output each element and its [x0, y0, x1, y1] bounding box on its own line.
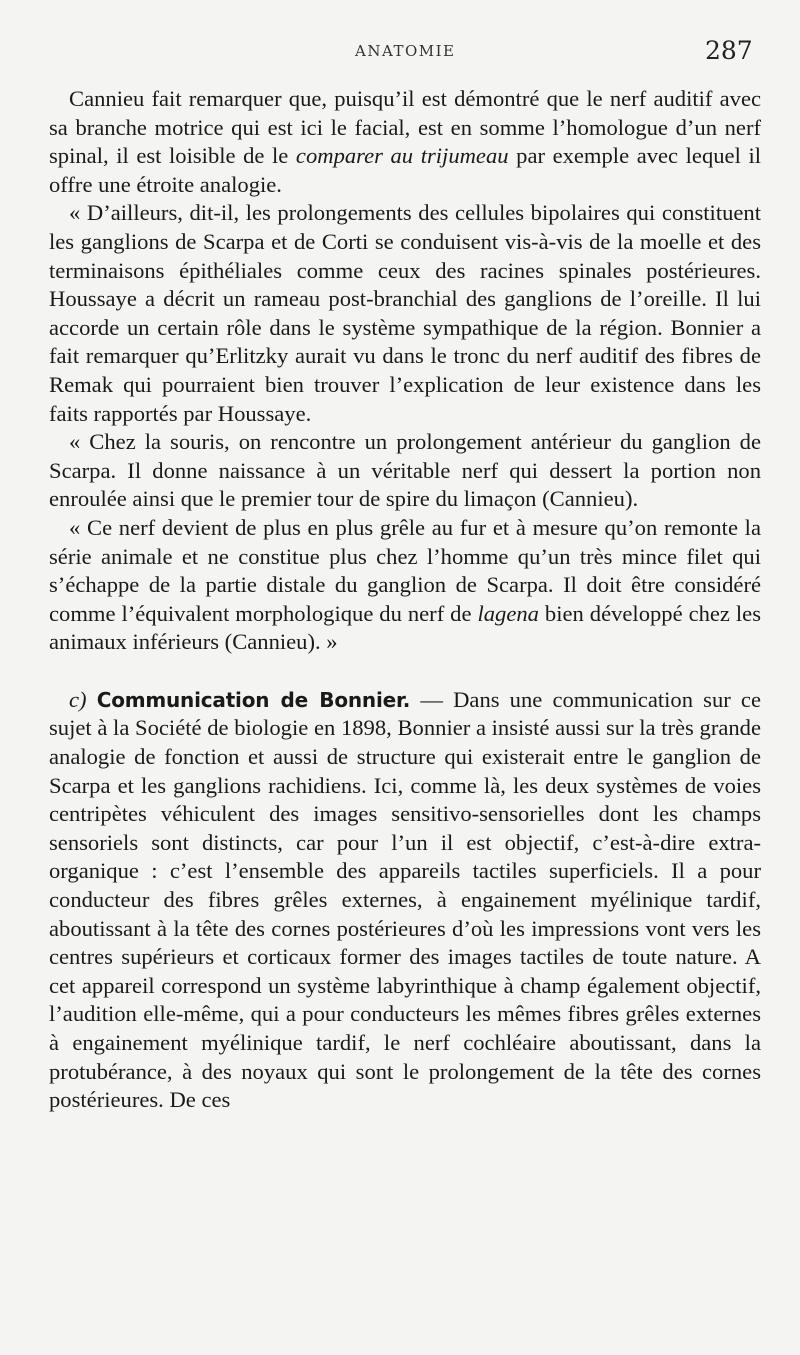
paragraph-quote-nerf-lagena: [49, 514, 761, 657]
paragraph-quote-prolongements: « D’ailleurs, dit-il, les prolongements des cellules bipolaires qui constituent les ganglions de Scarpa et de Corti se conduisent vis-à-vis de la moelle et des terminaisons épithéliales comme ceux des racines spinales postérieures. Houssaye a décrit un rameau post-branchial des ganglions de l’oreille. Il lui accorde un certain rôle dans le système sympathique de la région. Bonnier a fait remarquer qu’Erlitzky aurait vu dans le tronc du nerf auditif des fibres de Remak qui pourraient bien trouver l’explication de leur existence dans les faits rapportés par Houssaye.: [49, 200, 761, 426]
section-letter: c): [69, 686, 87, 712]
paragraph-text: par exemple avec lequel il offre une étroite analogie.: [49, 143, 761, 197]
running-title: ANATOMIE: [355, 42, 456, 60]
section-text: — Dans une communication sur ce sujet à la Société de biologie en 1898, Bonnier a insisté aussi sur la très grande analogie de fonction et aussi de structure qui existerait entre le ganglion de Scarpa et les ganglions rachidiens. Ici, comme là, les deux systèmes de voies centripètes véhiculent des images sensitivo-sensorielles dont les champs sensoriels sont distincts, car pour l’un il est objectif, c’est-à-dire extra-organique : c’est l’ensemble des appareils tactiles superficiels. Il a pour conducteur des fibres grêles externes, à engainement myélinique tardif, aboutissant à la tête des cornes postérieures d’où les impressions vont vers les centres supérieurs et corticaux former des images tactiles de toute nature. A cet appareil correspond un système labyrinthique à champ également objectif, l’audition elle-même, qui a pour conducteurs les mêmes fibres grêles externes à engainement myélinique tardif, le nerf cochléaire aboutissant, dans la protubérance, à des noyaux qui sont le prolongement de la tête des cornes postérieures. De ces: [49, 686, 761, 1113]
paragraph-text: « Ce nerf devient de plus en plus grêle au fur et à mesure qu’on remonte la série animale et ne constitue plus chez l’homme qu’un très mince filet qui s’échappe de la partie distale du ganglion de Scarpa. Il doit être considéré comme l’équivalent morphologique du nerf de: [49, 514, 761, 626]
paragraph-text: Cannieu fait remarquer que, puisqu’il est démontré que le nerf auditif avec sa branche motrice qui est ici le facial, est en somme l’homologue d’un nerf spinal, il est loisible de le: [49, 86, 761, 169]
section-title: Communication de Bonnier.: [96, 687, 411, 712]
italic-phrase: comparer au trijumeau: [295, 143, 509, 169]
paragraph-quote-souris: « Chez la souris, on rencontre un prolongement antérieur du ganglion de Scarpa. Il donne naissance à un véritable nerf qui dessert la portion non enroulée ainsi que le premier tour de spire du limaçon (Cannieu).: [49, 429, 761, 512]
page-header: [0, 36, 800, 72]
page-number: 287: [705, 36, 753, 65]
italic-term: lagena: [477, 600, 539, 626]
paragraph-cannieu-comparison: [49, 85, 761, 199]
section-communication-bonnier: [49, 686, 761, 1115]
paragraph-text: bien développé chez les animaux inférieurs (Cannieu). »: [49, 600, 761, 655]
page-body: [49, 85, 761, 1115]
